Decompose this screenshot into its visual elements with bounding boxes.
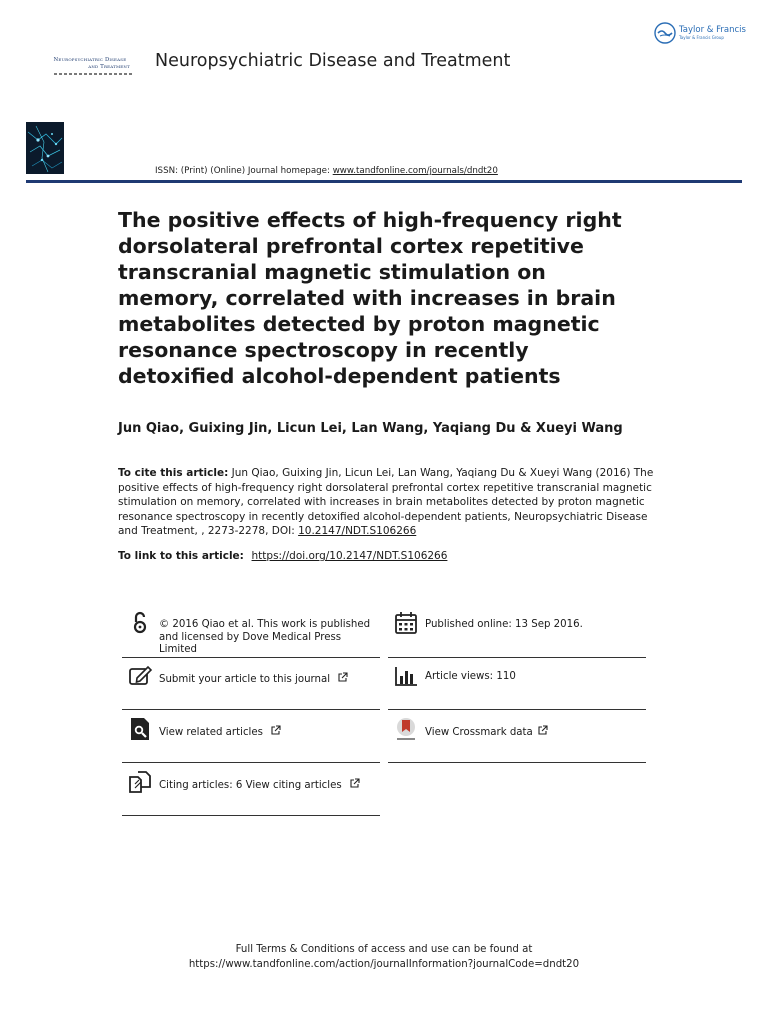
external-link-icon (337, 672, 348, 683)
external-link-icon (270, 725, 281, 736)
publisher-group: Taylor & Francis Group (679, 34, 724, 40)
submit-article-link[interactable]: Submit your article to this journal (159, 674, 331, 685)
journal-cover-image (26, 122, 64, 174)
document-search-icon (127, 716, 153, 742)
citing-articles-cell[interactable] (122, 769, 380, 795)
cite-doi-link[interactable]: 10.2147/NDT.S106266 (298, 525, 417, 538)
grid-divider (388, 762, 646, 763)
journal-logo-divider (54, 73, 134, 75)
journal-logo-line2: and Treatment (88, 63, 130, 70)
submit-article-cell[interactable] (122, 663, 380, 689)
grid-divider (122, 762, 380, 763)
grid-divider (388, 657, 646, 658)
published-text: Published online: 13 Sep 2016. (425, 619, 583, 630)
external-link-icon (537, 725, 548, 736)
terms-url[interactable]: https://www.tandfonline.com/action/journalInformation?journalCode=dndt20 (188, 959, 580, 970)
citation-block (118, 466, 658, 539)
grid-divider (122, 709, 380, 710)
link-label: To link to this article: (118, 550, 248, 562)
license-cell (122, 610, 380, 657)
citing-documents-icon (127, 769, 153, 795)
article-doi-link[interactable]: https://doi.org/10.2147/NDT.S106266 (251, 550, 448, 562)
grid-divider (122, 657, 380, 658)
related-articles-link[interactable]: View related articles (159, 727, 263, 738)
article-link-line (118, 550, 447, 562)
crossmark-icon (393, 716, 419, 742)
cite-text: Jun Qiao, Guixing Jin, Licun Lei, Lan Wang, Yaqiang Du & Xueyi Wang (2016) The positive effects of high-frequency right dorsolateral prefrontal cortex repetitive transcranial magnetic stimulation on memory, correlated with increases in brain metabolites detected by proton magnetic resonance spectroscopy in recently detoxified alcohol-dependent patients, Neuropsychiatric Disease and Treatment, , 2273-2278, DOI: (118, 467, 654, 538)
related-articles-cell[interactable] (122, 716, 380, 742)
journal-homepage-link[interactable]: www.tandfonline.com/journals/dndt20 (332, 166, 498, 176)
bar-chart-icon (393, 663, 419, 689)
external-link-icon (349, 778, 360, 789)
publisher-logo (654, 22, 746, 44)
citing-articles-link[interactable]: Citing articles: 6 View citing articles (159, 780, 342, 791)
cite-label: To cite this article: (118, 467, 229, 479)
grid-divider (122, 815, 380, 816)
grid-divider (388, 709, 646, 710)
views-cell (388, 663, 646, 689)
journal-title: Neuropsychiatric Disease and Treatment (155, 51, 511, 71)
terms-footer (0, 942, 768, 972)
article-views-text: Article views: 110 (425, 671, 516, 682)
article-title: The positive effects of high-frequency right dorsolateral prefrontal cortex repetitive transcranial magnetic stimulation on memory, correlated with increases in brain metabolites detected by proton magnetic resonance spectroscopy in recently detoxified alcohol-dependent patients (118, 208, 622, 388)
journal-logo-line1: Neuropsychiatric Disease (53, 57, 127, 63)
issn-line (155, 166, 498, 176)
crossmark-link[interactable]: View Crossmark data (425, 727, 533, 738)
header-divider (26, 180, 742, 183)
calendar-icon (393, 610, 419, 636)
published-cell (388, 610, 646, 636)
edit-icon (127, 663, 153, 689)
crossmark-cell[interactable] (388, 716, 646, 742)
license-text: © 2016 Qiao et al. This work is published and licensed by Dove Medical Press Limited (159, 619, 371, 655)
issn-text: ISSN: (Print) (Online) Journal homepage: (155, 166, 333, 176)
terms-line: Full Terms & Conditions of access and use can be found at (235, 944, 533, 955)
open-access-icon (127, 610, 153, 636)
journal-logo (44, 57, 136, 75)
article-authors: Jun Qiao, Guixing Jin, Licun Lei, Lan Wang, Yaqiang Du & Xueyi Wang (118, 421, 623, 436)
taylor-francis-icon (654, 22, 676, 44)
publisher-name: Taylor & Francis (679, 25, 746, 36)
